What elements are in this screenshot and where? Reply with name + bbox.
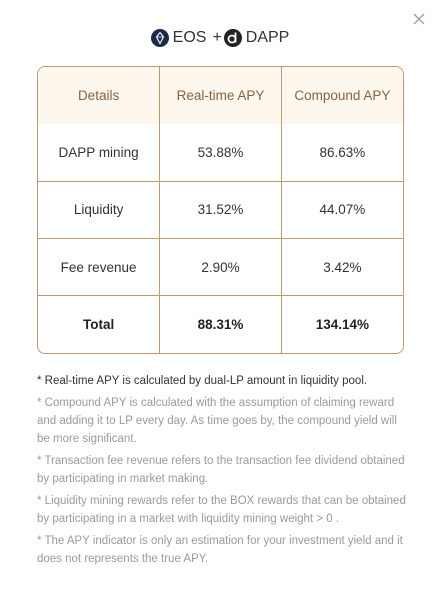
compound-apy-value: 3.42% — [281, 239, 403, 296]
apy-notes — [37, 372, 407, 572]
header-realtime-apy: Real-time APY — [160, 67, 282, 124]
note-realtime-apy: * Real-time APY is calculated by dual-LP amount in liquidity pool. — [37, 375, 368, 387]
table-row — [38, 181, 403, 238]
note-liquidity-mining: * Liquidity mining rewards refer to the BOX rewards that can be obtained by participating in a market with liquidity mining weight > 0 . — [37, 495, 406, 525]
table-row — [38, 239, 403, 296]
eos-logo-icon — [151, 29, 169, 47]
note-apy-estimate: * The APY indicator is only an estimation for your investment yield and it does not represents the true APY. — [37, 535, 403, 565]
note-fee-revenue: * Transaction fee revenue refers to the transaction fee dividend obtained by participating in market making. — [37, 455, 405, 485]
realtime-apy-value: 2.90% — [160, 239, 282, 296]
total-compound-apy: 134.14% — [281, 296, 403, 353]
realtime-apy-value: 53.88% — [160, 124, 282, 181]
total-label: Total — [38, 296, 160, 353]
header-details: Details — [38, 67, 160, 124]
row-label: Liquidity — [38, 181, 160, 238]
plus-sign: + — [212, 29, 222, 46]
realtime-apy-value: 31.52% — [160, 181, 282, 238]
note-compound-apy: * Compound APY is calculated with the assumption of claiming reward and adding it to LP every day. As time goes by, the compound yield will be more significant. — [37, 397, 397, 445]
table-header-row — [38, 67, 403, 124]
close-icon[interactable] — [412, 12, 426, 26]
compound-apy-value: 44.07% — [281, 181, 403, 238]
right-token-label: DAPP — [245, 29, 290, 46]
table-row — [38, 124, 403, 181]
compound-apy-value: 86.63% — [281, 124, 403, 181]
row-label: Fee revenue — [38, 239, 160, 296]
total-realtime-apy: 88.31% — [160, 296, 282, 353]
row-label: DAPP mining — [38, 124, 160, 181]
apy-table — [37, 66, 404, 354]
dapp-logo-icon — [224, 29, 242, 47]
header-compound-apy: Compound APY — [281, 67, 403, 124]
pair-title — [0, 27, 444, 49]
left-token-label: EOS — [172, 29, 207, 46]
total-row — [38, 296, 403, 353]
